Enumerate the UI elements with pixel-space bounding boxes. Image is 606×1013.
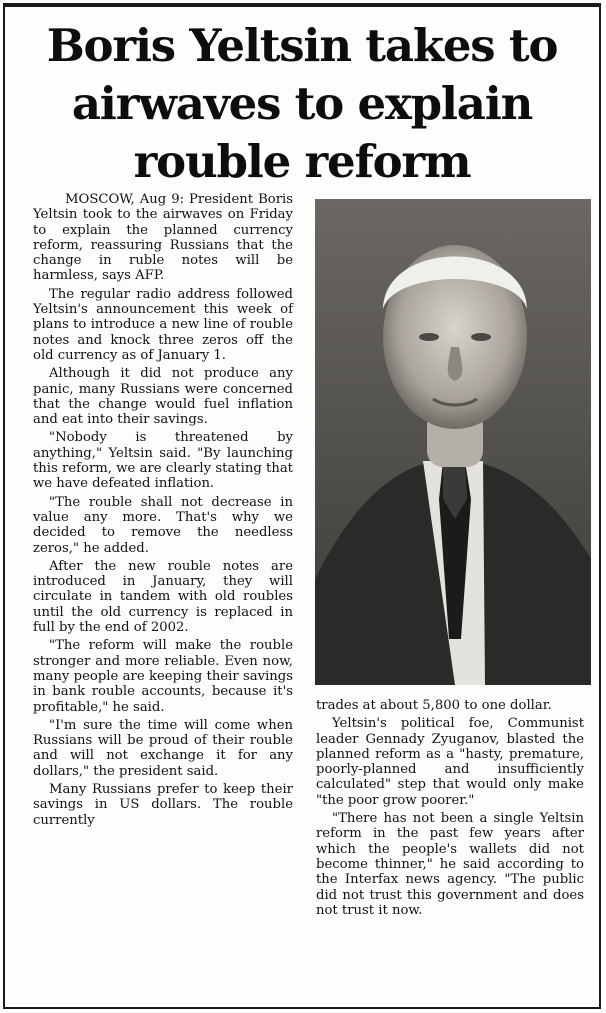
paragraph-10: trades at about 5,800 to one dollar. bbox=[316, 698, 552, 713]
newspaper-clipping bbox=[3, 3, 601, 1009]
right-column bbox=[316, 698, 584, 921]
paragraph-8: "I'm sure the time will come when Russians will be proud of their rouble and will not exchange it for any dollars," the president said. bbox=[33, 717, 293, 779]
headline: Boris Yeltsin takes to airwaves to explain rouble reform bbox=[46, 19, 558, 188]
paragraph-12: "There has not been a single Yeltsin reform in the past few years after which the people's wallets did not become thinner," he said according to the Interfax news agency. "The public did not trust this government and does not trust it now. bbox=[316, 811, 584, 918]
paragraph-1-text: President Boris Yeltsin took to the airwaves on Friday to explain the planned currency reform, reassuring Russians that the change in ruble notes will be harmless, says AFP. bbox=[33, 192, 293, 284]
portrait-photo bbox=[315, 199, 591, 685]
left-column bbox=[33, 192, 293, 831]
paragraph-4: "Nobody is threatened by anything," Yeltsin said. "By launching this reform, we are clearly stating that we have defeated inflation. bbox=[33, 430, 293, 492]
paragraph-11: Yeltsin's political foe, Communist leader Gennady Zyuganov, blasted the planned reform as a "hasty, premature, poorly-planned and insufficiently calculated" step that would only make "the poor grow poorer." bbox=[316, 716, 584, 808]
portrait-illustration bbox=[315, 199, 591, 685]
paragraph-3: Although it did not produce any panic, many Russians were concerned that the change would fuel inflation and eat into their savings. bbox=[33, 366, 293, 428]
paragraph-1 bbox=[33, 192, 293, 284]
top-rule bbox=[5, 5, 599, 7]
dateline: MOSCOW, Aug 9: bbox=[65, 192, 185, 207]
paragraph-2: The regular radio address followed Yeltsin's announcement this week of plans to introduce a new line of rouble notes and knock three zeros off the old currency as of January 1. bbox=[33, 286, 293, 363]
paragraph-7: "The reform will make the rouble stronger and more reliable. Even now, many people are keeping their savings in bank rouble accounts, because it's profitable," he said. bbox=[33, 638, 293, 715]
paragraph-6: After the new rouble notes are introduced in January, they will circulate in tandem with old roubles until the old currency is replaced in full by the end of 2002. bbox=[33, 558, 293, 636]
paragraph-9: Many Russians prefer to keep their savings in US dollars. The rouble currently bbox=[33, 781, 293, 828]
paragraph-5: "The rouble shall not decrease in value any more. That's why we decided to remove the needless zeros," he added. bbox=[33, 494, 293, 556]
